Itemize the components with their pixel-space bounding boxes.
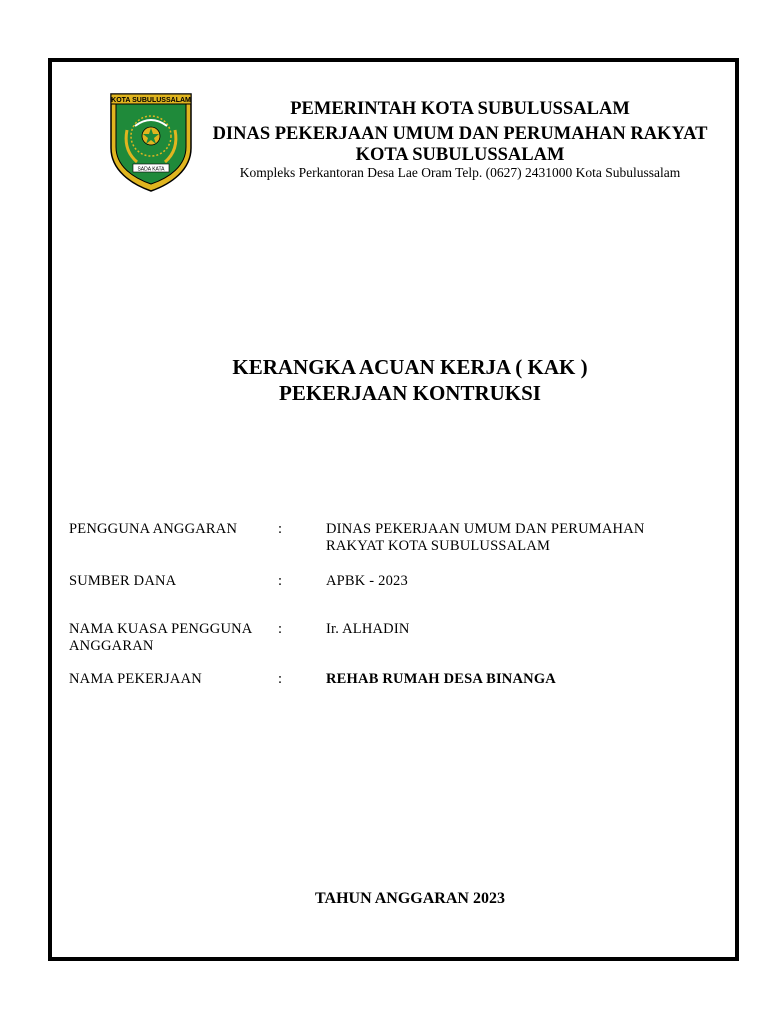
header-department: DINAS PEKERJAAN UMUM DAN PERUMAHAN RAKYAT xyxy=(212,124,708,144)
document-title: KERANGKA ACUAN KERJA ( KAK ) xyxy=(232,355,588,379)
field-label: PENGGUNA ANGGARAN xyxy=(69,521,238,537)
field-label: SUMBER DANA xyxy=(69,573,177,589)
header-government: PEMERINTAH KOTA SUBULUSSALAM xyxy=(290,99,630,119)
header-address: Kompleks Perkantoran Desa Lae Oram Telp. (0627) 2431000 Kota Subulussalam xyxy=(239,165,681,180)
field-label: NAMA KUASA PENGGUNA ANGGARAN xyxy=(69,621,252,654)
logo-label: KOTA SUBULUSSALAM xyxy=(111,97,191,104)
field-value: DINAS PEKERJAAN UMUM DAN PERUMAHAN RAKYAT KOTA SUBULUSSALAM xyxy=(326,521,645,554)
field-colon: : xyxy=(278,573,283,589)
field-colon: : xyxy=(278,621,283,637)
logo-motto: SADA KATA xyxy=(137,166,165,173)
field-value: APBK - 2023 xyxy=(326,573,408,589)
document-subtitle: PEKERJAAN KONTRUKSI xyxy=(279,381,541,405)
budget-year: TAHUN ANGGARAN 2023 xyxy=(315,890,505,907)
field-label: NAMA PEKERJAAN xyxy=(69,671,202,687)
field-colon: : xyxy=(278,671,283,687)
header-city: KOTA SUBULUSSALAM xyxy=(355,145,565,165)
city-emblem-logo xyxy=(107,90,195,194)
field-value: Ir. ALHADIN xyxy=(326,621,410,637)
field-value: REHAB RUMAH DESA BINANGA xyxy=(326,671,556,687)
field-colon: : xyxy=(278,521,283,537)
